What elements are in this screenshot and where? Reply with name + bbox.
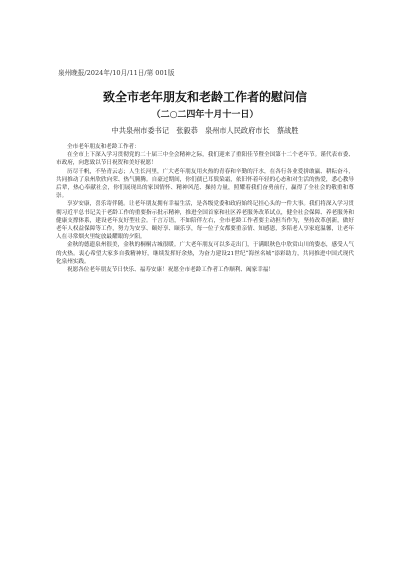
newspaper-header: 泉州晚报/2024年/10月/11日/第 001版 (58, 69, 175, 77)
letter-body (56, 143, 354, 274)
letter-title: 致全市老年朋友和老龄工作者的慰问信 (102, 90, 307, 104)
letter-paragraph: 金秋的德遗泉州很美，金秋的桐桐古城很暖。广大老年朋友可以多走出门，于满眼秋色中欣赏山川的姿态，感受人气的火热。衷心希望大家多自我精神好，继续发挥好余热，为奋力建设21世纪“海丝名城”添彩助力，共同推进中国式现代化泉州实践。 (56, 242, 354, 265)
letter-paragraph: 在全市上下深入学习贯彻党的二十届三中全会精神之际，我们迎来了重阳佳节暨全国第十二个老年节。谨代表市委、市政府，向您致以节日祝贺和美好祝愿！ (56, 152, 354, 167)
letter-date: （二○二四年十月十一日） (151, 110, 259, 120)
letter-signers: 中共泉州市委书记 张毅恭 泉州市人民政府市长 蔡战胜 (111, 126, 299, 135)
letter-paragraph: 祝愿各位老年朋友节日快乐、福寿安康！祝愿全市老龄工作者工作顺利、阖家幸福！ (67, 267, 274, 274)
letter-paragraph: 享岁安康，喜乐寄伴随。让老年朋友拥有幸福生活，是各级党委和政府始终记挂心头的一件大事。我们将深入学习贯彻习近平总书记关于老龄工作的重要指示批示精神，推进全国首家和社区养老服务改革试点，健全社会保障、养老服务和健康支撑体系，建设老年友好型社会。千言万语，不如陪伴左右，全市老龄工作者要主动担当作为，坚持改革创新，做好老年人权益保障等工作，努力为安享、颐好享、颐乐享，每一位子女都要重亲情、知感恩，多陪老人享家庭温馨，让老年人在寻常烟火里绽放最耀眼的夕阳。 (56, 201, 354, 241)
letter-paragraph: 历尽千帆，不坠青云志；人生长河里，广大老年朋友用火热的青春和辛勤的汗水，在各行各业爱拼敢赢、耕耘奋斗，共同推动了泉州欣欣向荣、热气腾腾。自豪过期间，你们孺已耳鬓染霜，依旧怀着年轻的心态和对生活的热爱，悉心教导后辈，热心奉献社会，你们展现出的家国情怀、精神风范、操持力量，照耀着我们奋勇前行，赢得了全社会的敬重和尊崇。 (56, 168, 354, 200)
letter-salutation: 全市老年朋友和老龄工作者： (67, 144, 140, 150)
